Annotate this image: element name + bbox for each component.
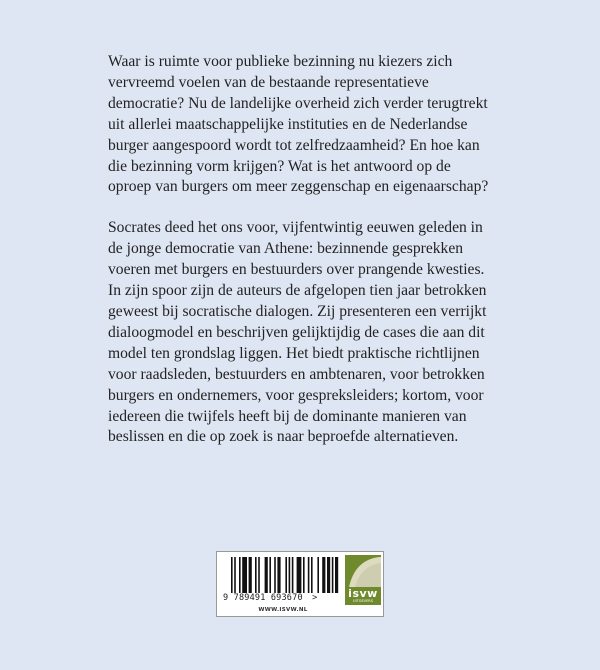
text-line: die bezinning vorm krijgen? Wat is het antwoord op de (108, 157, 451, 175)
publisher-logo-subtext: UITGEVERS (353, 599, 373, 603)
barcode-bar (234, 557, 236, 593)
barcode-bar (242, 557, 247, 593)
barcode-bar (258, 557, 260, 593)
barcode-bar (255, 557, 257, 593)
barcode-bar (277, 557, 280, 593)
publisher-website: WWW.ISVW.NL (258, 607, 308, 613)
text-line: burger aangespoord wordt tot zelfredzaamheid? En hoe kan (108, 136, 480, 154)
text-line: model ten grondslag liggen. Het biedt praktische richtlijnen (108, 344, 480, 362)
barcode-bar (322, 557, 325, 593)
text-line: beslissen en die op zoek is naar beproefde alternatieven. (108, 428, 459, 446)
publisher-logo (345, 555, 381, 605)
text-line: In zijn spoor zijn de auteurs de afgelopen tien jaar betrokken (108, 282, 487, 300)
publisher-logo-text: isvw (348, 587, 378, 600)
barcode-bar (335, 557, 338, 593)
barcode-bar (297, 557, 302, 593)
blurb-paragraph-1 (108, 52, 508, 198)
text-line: vervreemd voelen van de bestaande representatieve (108, 73, 429, 91)
isbn-digits-text: 9 789491 693670 (223, 593, 303, 603)
barcode-bar (231, 557, 233, 593)
isbn-number (223, 593, 343, 603)
isbn-barcode-block (216, 551, 384, 617)
text-line: dialoogmodel en beschrijven gelijktijdig de cases die aan dit (108, 323, 485, 341)
text-line: iedereen die twijfels heeft bij de dominante manieren van (108, 407, 467, 425)
text-line: democratie? Nu de landelijke overheid zich verder terugtrekt (108, 94, 488, 112)
barcode-icon (223, 557, 343, 593)
text-line: oproep van burgers om meer zeggenschap en eigenaarschap? (108, 178, 489, 196)
barcode-bar (239, 557, 241, 593)
barcode-bar (308, 557, 310, 593)
barcode-bar (269, 557, 271, 593)
text-line: burgers en ondernemers, voor gespreksleiders; kortom, voor (108, 386, 484, 404)
text-line: uit allerlei maatschappelijke instituties en de Nederlandse (108, 115, 468, 133)
text-line: geweest bij socratische dialogen. Zij presenteren een verrijkt (108, 302, 487, 320)
barcode-bar (332, 557, 334, 593)
barcode-bar (249, 557, 252, 593)
barcode-bar (311, 557, 313, 593)
barcode-bar (274, 557, 276, 593)
text-line: Waar is ruimte voor publieke bezinning nu kiezers zich (108, 53, 453, 70)
barcode-bar (289, 557, 291, 593)
barcode-bar (303, 557, 305, 593)
barcode-bar (292, 557, 294, 593)
text-line: Socrates deed het ons voor, vijfentwintig eeuwen geleden in (108, 219, 483, 237)
quiet-zone-marker: > (312, 593, 318, 603)
text-line: voeren met burgers en bestuurders over prangende kwesties. (108, 261, 485, 279)
text-line: de jonge democratie van Athene: bezinnende gesprekken (108, 240, 464, 258)
barcode-area (223, 557, 343, 603)
barcode-bar (317, 557, 319, 593)
text-line: voor raadsleden, bestuurders en ambtenaren, voor betrokken (108, 365, 485, 383)
back-cover-blurb (108, 52, 508, 468)
barcode-bar (265, 557, 268, 593)
blurb-paragraph-2 (108, 218, 508, 448)
barcode-bar (285, 557, 287, 593)
barcode-bar (327, 557, 330, 593)
